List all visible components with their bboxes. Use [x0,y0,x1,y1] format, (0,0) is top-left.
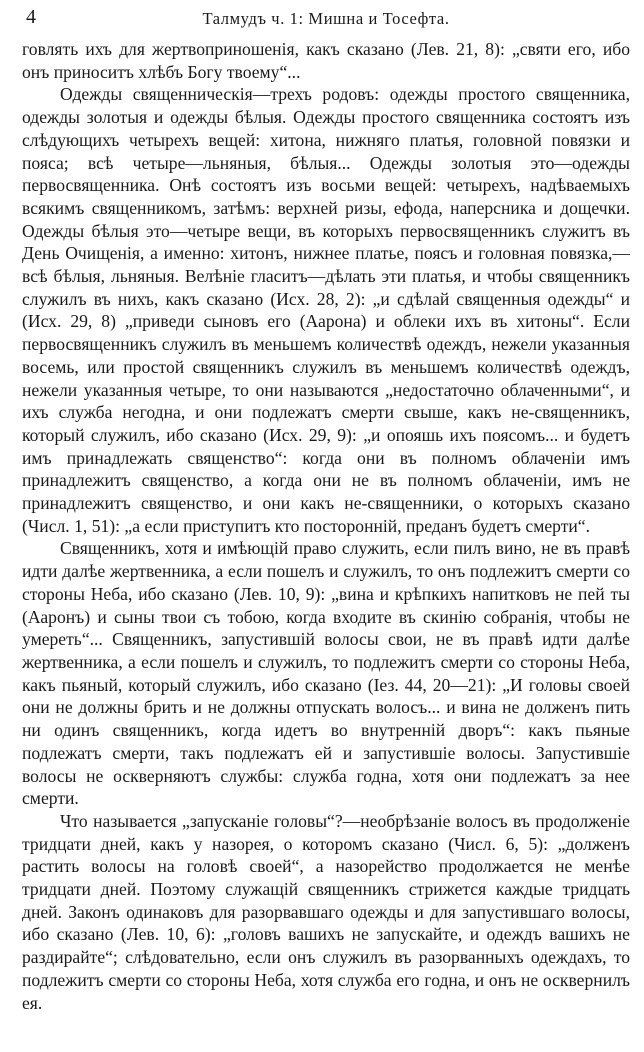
running-title: Талмудъ ч. 1: Мишна и Тосефта. [202,9,450,28]
paragraph-wine-and-hair: Священникъ, хотя и имѣющій право служить, если пилъ вино, не въ правѣ идти далѣе жертвенника, а если пошелъ и служилъ, то онъ подлежитъ смерти со стороны Неба, ибо сказано (Лев. 10, 9): „вина и крѣпкихъ напитковъ не пей ты (Ааронъ) и сыны твои съ тобою, когда входите въ скинію собранія, чтобы не умереть“... Священникъ, запустившій волосы свои, не въ правѣ идти далѣе жертвенника, а если пошелъ и служилъ, то подлежитъ смерти со стороны Неба, какъ пьяный, который служилъ, ибо сказано (Іез. 44, 20—21): „И головы своей они не должны брить и не должны отпускать волосъ... и вина не долженъ пить ни одинъ священникъ, когда идетъ во внутренній дворъ“: какъ пьяные подлежатъ смерти, такъ подлежатъ ей и запустившіе волосы. Запустившіе волосы не оскверняютъ службы: служба годна, хотя они подлежатъ за нее смерти. [22,538,630,809]
paragraph-continuation: говлять ихъ для жертвоприношенія, какъ сказано (Лев. 21, 8): „святи его, ибо онъ приноситъ хлѣбъ Богу твоему“... [22,39,630,82]
page-header [22,4,630,34]
page-number: 4 [26,6,36,28]
paragraph-priestly-garments: Одежды священническія—трехъ родовъ: одежды простого священника, одежды золотыя и одежды бѣлыя. Одежды простого священника состоятъ изъ слѣдующихъ четырехъ вещей: хитона, нижняго платья, головной повязки и пояса; всѣ четыре—льняныя, бѣлыя... Одежды золотыя это—одежды первосвященника. Онѣ состоятъ изъ восьми вещей: четырехъ, надѣваемыхъ всякимъ священникомъ, затѣмъ: верхней ризы, ефода, наперсника и дощечки. Одежды бѣлыя это—четыре вещи, въ которыхъ первосвященникъ служитъ въ День Очищенія, а именно: хитонъ, нижнее платье, поясъ и головная повязка,—всѣ бѣлыя, льняныя. Велѣніе гласитъ—дѣлать эти платья, и чтобы священникъ служилъ въ нихъ, какъ сказано (Исх. 28, 2): „и сдѣлай священныя одежды“ и (Исх. 29, 8) „приведи сыновъ его (Аарона) и облеки ихъ въ хитоны“. Если первосвященникъ служилъ въ меньшемъ количествѣ одеждъ, нежели указанныя восемь, или простой священникъ служилъ въ меньшемъ количествѣ одеждъ, нежели указанныя четыре, то они называются „недостаточно облаченными“, и ихъ служба негодна, и они подлежатъ смерти свыше, какъ не-священникъ, который служилъ, ибо сказано (Исх. 29, 9): „и опояшь ихъ поясомъ... и будетъ имъ принадлежать священство“: когда они въ полномъ облаченіи имъ принадлежитъ священство, а когда они не въ полномъ облаченіи, имъ не принадлежитъ священство, и они какъ не-священники, о которыхъ сказано (Числ. 1, 51): „а если приступитъ кто посторонній, преданъ будетъ смерти“. [22,84,630,536]
paragraph-hair-growth: Что называется „запусканіе головы“?—необрѣзаніе волосъ въ продолженіе тридцати дней, какъ у назорея, о которомъ сказано (Числ. 6, 5): „долженъ растить волосы на головѣ своей“, а назорейство продолжается не менѣе тридцати дней. Поэтому служащій священникъ стрижется каждые тридцать дней. Законъ одинаковъ для разорвавшаго одежды и для запустившаго волосы, ибо сказано (Лев. 10, 6): „головъ вашихъ не запускайте, и одеждъ вашихъ не раздирайте“; слѣдовательно, если онъ служилъ въ разорванныхъ одеждахъ, то подлежитъ смерти со стороны Неба, хотя служба его годна, и онъ не осквернилъ ея. [22,810,630,1013]
body-text [22,38,630,1014]
